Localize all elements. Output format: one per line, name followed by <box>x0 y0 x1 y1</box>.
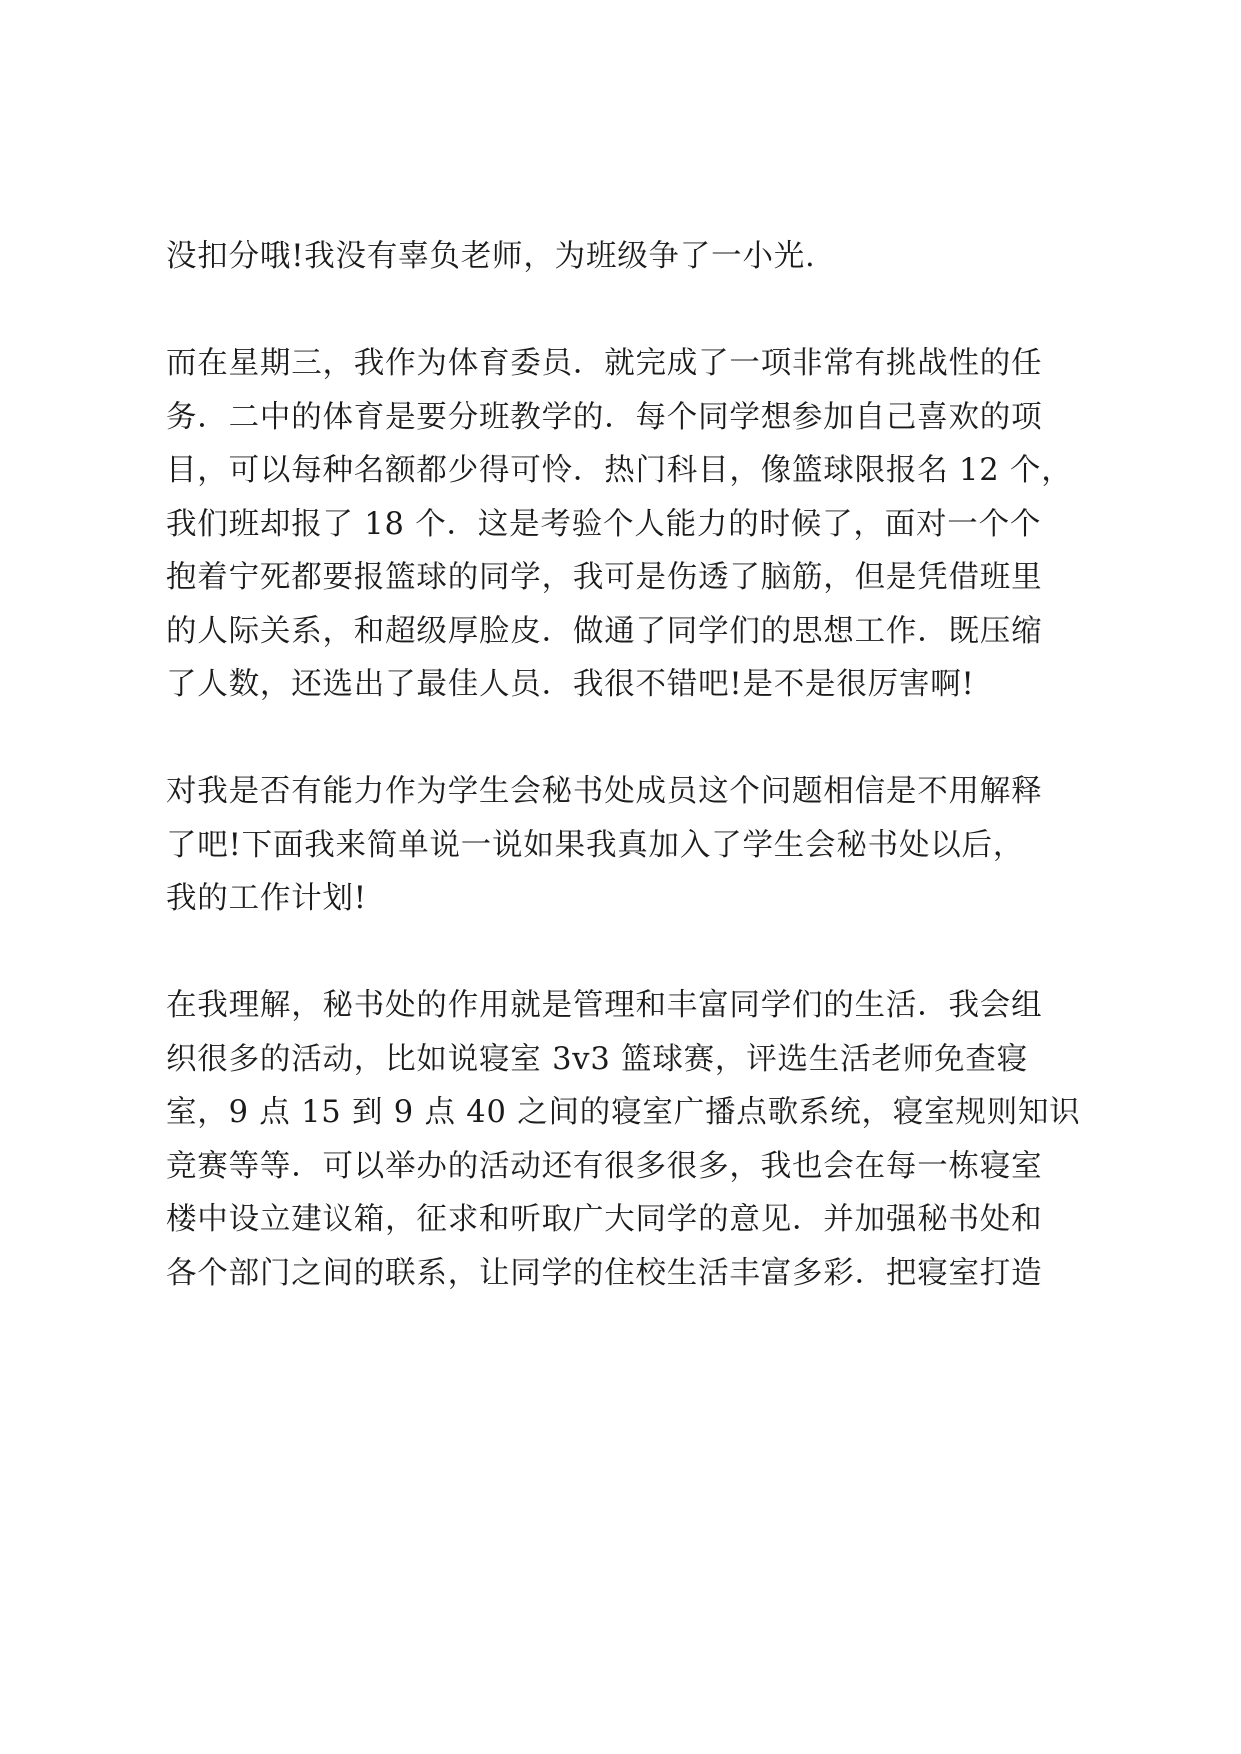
text-line: 的人际关系，和超级厚脸皮．做通了同学们的思想工作．既压缩 <box>166 613 1043 649</box>
text-line: 我的工作计划! <box>166 881 367 916</box>
text-line: 了吧!下面我来简单说一说如果我真加入了学生会秘书处以后， <box>166 827 1025 863</box>
paragraph-spacer <box>166 284 1096 338</box>
text-line: 而在星期三，我作为体育委员．就完成了一项非常有挑战性的任 <box>166 346 1043 381</box>
text-line: 了人数，还选出了最佳人员．我很不错吧!是不是很厉害啊! <box>166 667 975 702</box>
text-line: 在我理解，秘书处的作用就是管理和丰富同学们的生活．我会组 <box>166 988 1043 1023</box>
paragraph-spacer <box>166 712 1096 766</box>
text-line: 织很多的活动，比如说寝室 3v3 篮球赛，评选生活老师免查寝 <box>166 1041 1028 1077</box>
text-line: 抱着宁死都要报篮球的同学，我可是伤透了脑筋，但是凭借班里 <box>166 560 1043 595</box>
text-line: 对我是否有能力作为学生会秘书处成员这个问题相信是不用解释 <box>166 774 1043 809</box>
text-line: 我们班却报了 18 个．这是考验个人能力的时候了，面对一个个 <box>166 506 1042 542</box>
text-line: 各个部门之间的联系，让同学的住校生活丰富多彩．把寝室打造 <box>166 1255 1043 1291</box>
text-line: 目，可以每种名额都少得可怜．热门科目，像篮球限报名 12 个， <box>166 453 1073 488</box>
text-line: 务．二中的体育是要分班教学的．每个同学想参加自己喜欢的项 <box>166 399 1043 435</box>
text-line: 室，9 点 15 到 9 点 40 之间的寝室广播点歌系统，寝室规则知识 <box>166 1095 1081 1130</box>
paragraph-3 <box>166 765 1096 926</box>
text-line: 没扣分哦!我没有辜负老师，为班级争了一小光. <box>166 239 816 274</box>
document-body <box>166 230 1096 1300</box>
paragraph-4 <box>166 979 1096 1300</box>
text-line: 竞赛等等．可以举办的活动还有很多很多，我也会在每一栋寝室 <box>166 1148 1043 1184</box>
paragraph-2 <box>166 337 1096 712</box>
paragraph-1 <box>166 230 1096 284</box>
paragraph-spacer <box>166 926 1096 980</box>
text-line: 楼中设立建议箱，征求和听取广大同学的意见．并加强秘书处和 <box>166 1202 1043 1237</box>
